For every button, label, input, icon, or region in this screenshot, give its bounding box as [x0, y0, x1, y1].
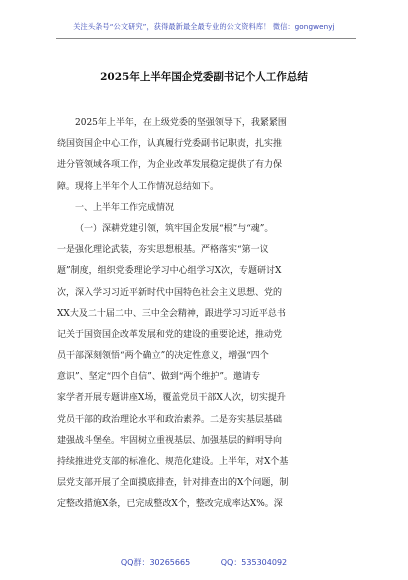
section-heading: 一、上半年工作完成情况	[75, 202, 175, 213]
body-line: 定整改措施X条，已完成整改X个，整改完成率达X%。深	[57, 499, 283, 510]
body-line: 层党支部开展了全面摸底排查，针对排查出的X个问题，制	[57, 478, 289, 489]
body-line: 记关于国资国企改革发展和党的建设的重要论述，推动党	[57, 329, 283, 340]
body-line: 一是强化理论武装，夯实思想根基。严格落实“第一议	[57, 245, 269, 256]
body-line: 员干部深刻领悟“两个确立”的决定性意义，增强“四个	[57, 351, 269, 362]
document-title: 2025年上半年国企党委副书记个人工作总结	[100, 71, 308, 83]
contact-footer	[0, 557, 408, 568]
body-line: 次，深入学习习近平新时代中国特色社会主义思想、党的	[57, 287, 283, 298]
document-body	[57, 113, 354, 516]
body-line: 党员干部的政治理论水平和政治素养。二是夯实基层基础	[57, 414, 283, 425]
body-line: 障。现将上半年个人工作情况总结如下。	[57, 181, 220, 192]
qq-group-text: QQ群：30265665	[120, 558, 191, 567]
subsection-heading: （一）深耕党建引领，筑牢国企发展“根”与“魂”。	[75, 223, 274, 234]
promo-header: 关注头条号“公文研究”，获得最新最全最专业的公文资料库！ 微信：gongwenyj	[73, 22, 335, 31]
body-line: 绕国资国企中心工作，认真履行党委副书记职责，扎实推	[57, 139, 283, 150]
body-line: XX大及二十届二中、三中全会精神，跟进学习习近平总书	[57, 308, 286, 319]
body-line: 家学者开展专题讲座X场，覆盖党员干部X人次，切实提升	[57, 393, 286, 404]
body-line: 意识”、坚定“四个自信”、做到“两个维护”。邀请专	[57, 372, 261, 383]
body-line: 建强战斗堡垒。牢固树立重视基层、加强基层的鲜明导向	[57, 435, 283, 446]
header-divider	[56, 38, 356, 39]
qq-number-text: QQ：535304092	[220, 558, 288, 567]
body-line: 进分管领域各项工作，为企业改革发展稳定提供了有力保	[57, 160, 283, 171]
body-line: 2025年上半年，在上级党委的坚强领导下，我紧紧围	[75, 118, 287, 128]
body-line: 题”制度，组织党委理论学习中心组学习X次，专题研讨X	[57, 266, 282, 277]
body-line: 持续推进党支部的标准化、规范化建设。上半年，对X个基	[57, 457, 289, 467]
